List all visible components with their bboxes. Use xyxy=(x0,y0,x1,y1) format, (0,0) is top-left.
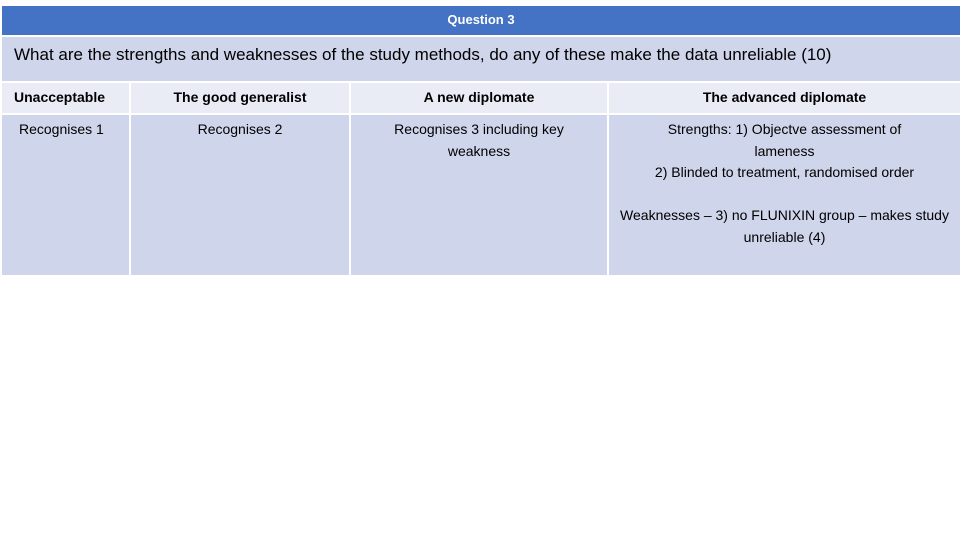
title-row xyxy=(1,5,960,36)
header-row xyxy=(1,82,960,114)
criteria-text: Recognises 2 xyxy=(197,121,283,137)
strengths-text-2: 2) Blinded to treatment, randomised order xyxy=(654,164,915,180)
criteria-new-diplomate xyxy=(350,114,608,276)
header-unacceptable: Unacceptable xyxy=(1,82,130,114)
criteria-good-generalist xyxy=(130,114,350,276)
criteria-text: Recognises 3 including key weakness xyxy=(394,121,564,159)
rubric-table xyxy=(0,4,960,277)
question-title: Question 3 xyxy=(1,5,960,36)
criteria-advanced-diplomate xyxy=(608,114,960,276)
header-new-diplomate: A new diplomate xyxy=(350,82,608,114)
strengths-text: Strengths: 1) Objectve assessment of lameness xyxy=(667,121,902,159)
header-good-generalist: The good generalist xyxy=(130,82,350,114)
criteria-unacceptable xyxy=(1,114,130,276)
weaknesses-text: Weaknesses – 3) no FLUNIXIN group – makes study unreliable (4) xyxy=(620,207,949,245)
question-text: What are the strengths and weaknesses of the study methods, do any of these make the data unreliable (10) xyxy=(1,36,960,82)
criteria-text: Recognises 1 xyxy=(19,121,104,137)
header-advanced-diplomate: The advanced diplomate xyxy=(608,82,960,114)
question-row xyxy=(1,36,960,82)
criteria-row xyxy=(1,114,960,276)
